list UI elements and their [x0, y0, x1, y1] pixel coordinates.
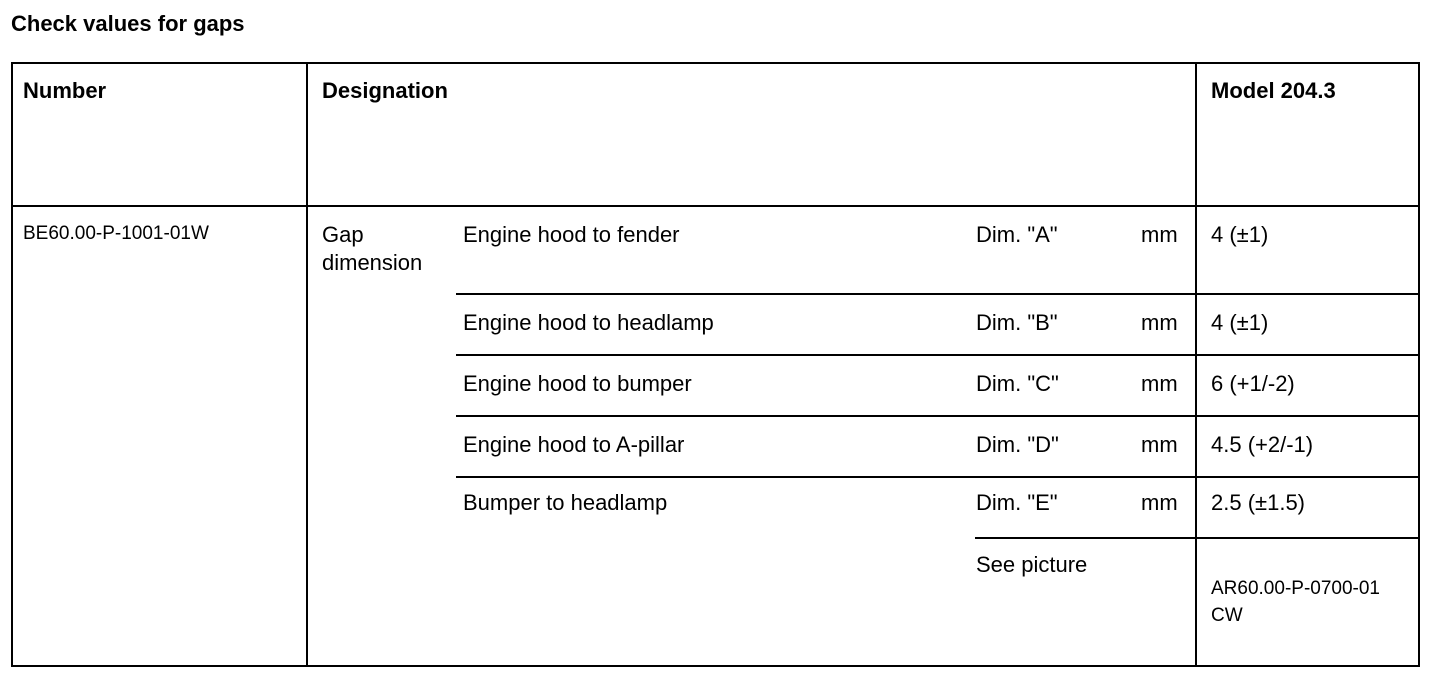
header-divider: [11, 205, 1420, 207]
row-description: Engine hood to headlamp: [463, 310, 714, 335]
header-designation: Designation: [322, 78, 448, 103]
row-divider-5: [975, 537, 1420, 539]
column-divider-model: [1195, 62, 1197, 667]
row-unit: mm: [1141, 222, 1178, 247]
row-description: Engine hood to bumper: [463, 371, 692, 396]
group-label-dimension: dimension: [322, 250, 423, 275]
row-dim: Dim. "D": [976, 432, 1059, 457]
row-unit: mm: [1141, 310, 1178, 335]
row-value: 4 (±1): [1211, 222, 1269, 247]
row-dim: Dim. "B": [976, 310, 1058, 335]
row-unit: mm: [1141, 371, 1178, 396]
row-value: 6 (+1/-2): [1211, 371, 1295, 396]
row-value: 4 (±1): [1211, 310, 1269, 335]
row-dim: Dim. "E": [976, 490, 1058, 515]
page-title: Check values for gaps: [11, 11, 245, 36]
picture-reference-line-2: CW: [1211, 605, 1243, 626]
row-unit: mm: [1141, 432, 1178, 457]
row-description: Bumper to headlamp: [463, 490, 668, 515]
row-description: Engine hood to fender: [463, 222, 680, 247]
row-dim: Dim. "C": [976, 371, 1059, 396]
row-description: Engine hood to A-pillar: [463, 432, 685, 457]
gap-values-table: [11, 62, 1420, 667]
document-number: BE60.00-P-1001-01W: [23, 223, 209, 244]
see-picture-label: See picture: [976, 552, 1088, 577]
row-divider-4: [456, 476, 1420, 478]
row-dim: Dim. "A": [976, 222, 1058, 247]
row-divider-3: [456, 415, 1420, 417]
header-number: Number: [23, 78, 107, 103]
row-value: 4.5 (+2/-1): [1211, 432, 1314, 457]
row-divider-1: [456, 293, 1420, 295]
row-unit: mm: [1141, 490, 1178, 515]
group-label-gap: Gap: [322, 222, 364, 247]
column-divider-number: [306, 62, 308, 667]
row-value: 2.5 (±1.5): [1211, 490, 1306, 515]
header-model: Model 204.3: [1211, 78, 1336, 103]
row-divider-2: [456, 354, 1420, 356]
picture-reference-line-1: AR60.00-P-0700-01: [1211, 578, 1380, 599]
